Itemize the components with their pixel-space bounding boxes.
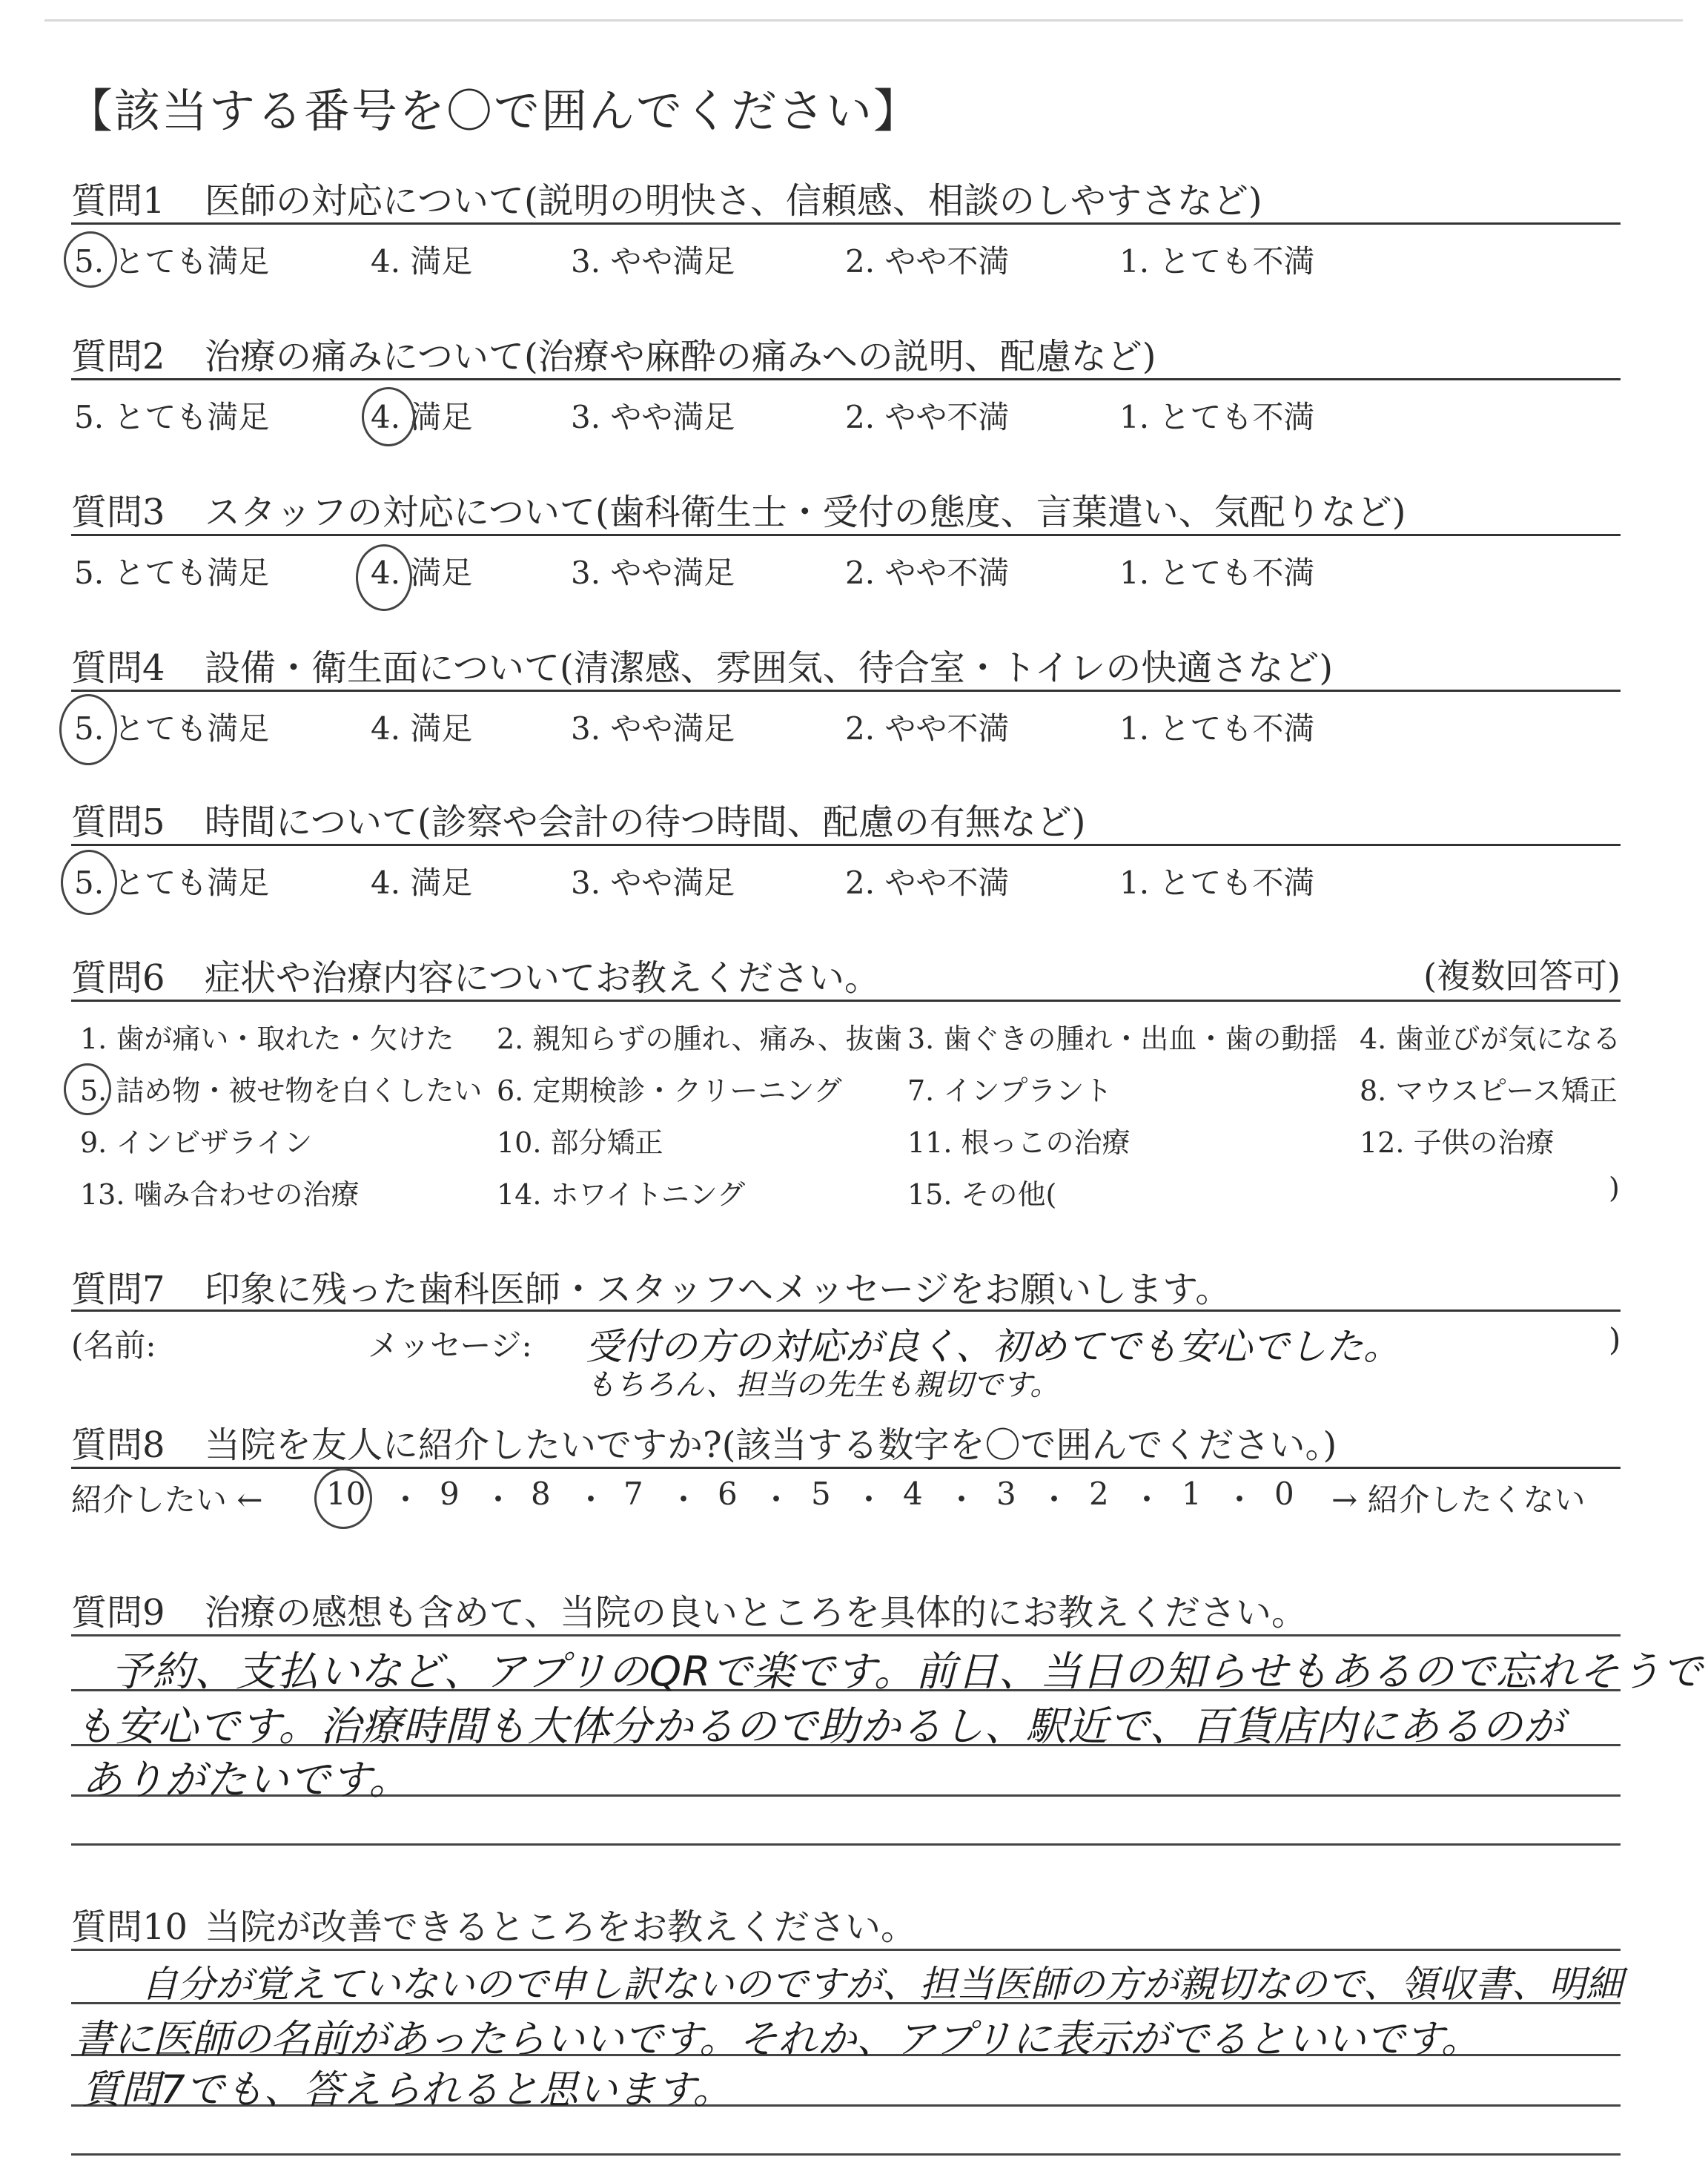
question-6-rule bbox=[71, 1000, 1621, 1002]
q8-dot: ・ bbox=[483, 1482, 514, 1518]
q6-item-7[interactable]: 7. インプラント bbox=[907, 1074, 1113, 1107]
question-10-number: 質問10 bbox=[71, 1906, 188, 1948]
q10-line-5 bbox=[71, 2153, 1621, 2156]
q6-item-8[interactable]: 8. マウスピース矯正 bbox=[1360, 1074, 1618, 1107]
question-2-number: 質問2 bbox=[71, 336, 165, 377]
q1-option-4[interactable]: 4. 満足 bbox=[371, 243, 473, 280]
q3-option-2[interactable]: 2. やや不満 bbox=[845, 555, 1010, 591]
q7-handwritten-message-line-1[interactable]: 受付の方の対応が良く、初めてでも安心でした。 bbox=[586, 1325, 1400, 1368]
q6-item-4[interactable]: 4. 歯並びが気になる bbox=[1360, 1023, 1621, 1055]
question-5-options bbox=[0, 859, 1708, 903]
question-3-number: 質問3 bbox=[71, 492, 165, 533]
q8-scale-6[interactable]: 6 bbox=[718, 1476, 738, 1512]
q4-option-4[interactable]: 4. 満足 bbox=[371, 710, 473, 747]
question-10-text: 当院が改善できるところをお教えください。 bbox=[205, 1906, 917, 1948]
question-4-rule bbox=[71, 690, 1621, 692]
question-5-text: 時間について(診察や会計の待つ時間、配慮の有無など) bbox=[205, 802, 1086, 843]
q8-dot: ・ bbox=[761, 1482, 792, 1518]
question-4-number: 質問4 bbox=[71, 647, 165, 689]
q8-dot: ・ bbox=[390, 1482, 422, 1518]
q8-dot: ・ bbox=[1224, 1482, 1256, 1518]
q6-other-close: ) bbox=[1609, 1172, 1620, 1204]
q3-option-4[interactable]: 4. 満足 bbox=[371, 555, 473, 591]
q5-option-4[interactable]: 4. 満足 bbox=[371, 865, 473, 901]
q2-selection-circle bbox=[362, 387, 415, 446]
q2-option-4[interactable]: 4. 満足 bbox=[371, 399, 473, 435]
question-8-number: 質問8 bbox=[71, 1424, 165, 1466]
question-2-options bbox=[0, 393, 1708, 437]
q8-scale-10[interactable]: 10 bbox=[326, 1476, 366, 1512]
question-8-rule bbox=[71, 1467, 1621, 1469]
q10-answer-line-1[interactable]: 自分が覚えていないので申し訳ないのですが、担当医師の方が親切なので、領収書、明細 bbox=[141, 1963, 1623, 2006]
q8-dot: ・ bbox=[1131, 1482, 1163, 1518]
q3-option-3[interactable]: 3. やや満足 bbox=[571, 555, 735, 591]
q5-option-2[interactable]: 2. やや不満 bbox=[845, 865, 1010, 901]
q7-name-label: (名前: bbox=[71, 1327, 156, 1364]
q5-option-5[interactable]: 5. とても満足 bbox=[74, 865, 270, 901]
q8-scale-9[interactable]: 9 bbox=[440, 1476, 460, 1512]
q9-answer-line-1[interactable]: 予約、支払いなど、アプリのQRで楽です。前日、当日の知らせもあるので忘れそうで bbox=[111, 1648, 1704, 1695]
q8-right-label: → 紹介したくない bbox=[1331, 1482, 1586, 1518]
q3-option-5[interactable]: 5. とても満足 bbox=[74, 555, 270, 591]
q3-option-1[interactable]: 1. とても不満 bbox=[1119, 555, 1315, 591]
q6-item-13[interactable]: 13. 噛み合わせの治療 bbox=[80, 1178, 360, 1211]
top-divider bbox=[44, 19, 1683, 22]
q7-close-paren: ) bbox=[1609, 1321, 1621, 1358]
q4-selection-circle bbox=[59, 694, 117, 765]
question-3-options bbox=[0, 549, 1708, 593]
q9-answer-line-2[interactable]: も安心です。治療時間も大体分かるので助かるし、駅近で、百貨店内にあるのが bbox=[74, 1702, 1565, 1750]
q6-item-2[interactable]: 2. 親知らずの腫れ、痛み、抜歯 bbox=[497, 1023, 902, 1055]
q8-scale-3[interactable]: 3 bbox=[996, 1476, 1016, 1512]
q1-option-2[interactable]: 2. やや不満 bbox=[845, 243, 1010, 280]
q8-dot: ・ bbox=[946, 1482, 978, 1518]
question-7-text: 印象に残った歯科医師・スタッフへメッセージをお願いします。 bbox=[205, 1269, 1231, 1310]
q5-option-1[interactable]: 1. とても不満 bbox=[1119, 865, 1315, 901]
question-10-heading bbox=[71, 1898, 916, 1949]
q4-option-3[interactable]: 3. やや満足 bbox=[571, 710, 735, 747]
q6-item-10[interactable]: 10. 部分矯正 bbox=[497, 1126, 663, 1159]
question-1-rule bbox=[71, 222, 1621, 225]
q8-scale-5[interactable]: 5 bbox=[811, 1476, 831, 1512]
question-7-heading bbox=[71, 1261, 1231, 1312]
q6-item-5[interactable]: 5. 詰め物・被せ物を白くしたい bbox=[80, 1074, 483, 1107]
q8-dot: ・ bbox=[668, 1482, 700, 1518]
q8-left-label: 紹介したい ← bbox=[71, 1482, 263, 1518]
question-7-rule bbox=[71, 1309, 1621, 1312]
q4-option-2[interactable]: 2. やや不満 bbox=[845, 710, 1010, 747]
question-8-heading bbox=[71, 1416, 1337, 1467]
q8-dot: ・ bbox=[853, 1482, 885, 1518]
q6-item-9[interactable]: 9. インビザライン bbox=[80, 1126, 313, 1159]
q9-answer-line-3[interactable]: ありがたいです。 bbox=[82, 1756, 411, 1803]
question-2-heading bbox=[71, 328, 1156, 379]
question-1-number: 質問1 bbox=[71, 180, 165, 222]
q6-item-1[interactable]: 1. 歯が痛い・取れた・欠けた bbox=[80, 1023, 454, 1055]
question-1-text: 医師の対応について(説明の明快さ、信頼感、相談のしやすさなど) bbox=[205, 180, 1262, 222]
q6-item-12[interactable]: 12. 子供の治療 bbox=[1360, 1126, 1555, 1159]
question-4-heading bbox=[71, 639, 1333, 690]
question-3-text: スタッフの対応について(歯科衛生士・受付の態度、言葉遣い、気配りなど) bbox=[205, 492, 1406, 533]
q2-option-5[interactable]: 5. とても満足 bbox=[74, 399, 270, 435]
q9-line-1 bbox=[71, 1634, 1621, 1636]
q8-scale-1[interactable]: 1 bbox=[1182, 1476, 1202, 1512]
q10-answer-line-2[interactable]: 書に医師の名前があったらいいです。それか、アプリに表示がでるといいです。 bbox=[74, 2017, 1480, 2062]
question-5-heading bbox=[71, 793, 1086, 845]
q6-item-3[interactable]: 3. 歯ぐきの腫れ・出血・歯の動揺 bbox=[907, 1023, 1338, 1055]
q7-message-label: メッセージ: bbox=[368, 1327, 532, 1364]
question-7-number: 質問7 bbox=[71, 1269, 165, 1310]
q1-option-3[interactable]: 3. やや満足 bbox=[571, 243, 735, 280]
q2-option-1[interactable]: 1. とても不満 bbox=[1119, 399, 1315, 435]
question-9-number: 質問9 bbox=[71, 1592, 165, 1634]
q6-item-15[interactable]: 15. その他( bbox=[907, 1178, 1057, 1211]
question-2-text: 治療の痛みについて(治療や麻酔の痛みへの説明、配慮など) bbox=[205, 336, 1156, 377]
question-6-number: 質問6 bbox=[71, 957, 165, 999]
question-9-heading bbox=[71, 1584, 1307, 1635]
question-3-rule bbox=[71, 534, 1621, 536]
q1-selection-circle bbox=[64, 231, 117, 288]
q4-option-1[interactable]: 1. とても不満 bbox=[1119, 710, 1315, 747]
q8-scale-2[interactable]: 2 bbox=[1089, 1476, 1109, 1512]
q1-option-5[interactable]: 5. とても満足 bbox=[74, 243, 270, 280]
q6-item-14[interactable]: 14. ホワイトニング bbox=[497, 1178, 746, 1211]
question-6-heading bbox=[71, 949, 880, 1000]
q8-scale-0[interactable]: 0 bbox=[1274, 1476, 1294, 1512]
form-title: 【該当する番号を〇で囲んでください】 bbox=[67, 84, 921, 138]
q6-item-6[interactable]: 6. 定期検診・クリーニング bbox=[497, 1074, 842, 1107]
q5-option-3[interactable]: 3. やや満足 bbox=[571, 865, 735, 901]
question-4-text: 設備・衛生面について(清潔感、雰囲気、待合室・トイレの快適さなど) bbox=[205, 647, 1334, 689]
q7-handwritten-message-line-2[interactable]: もちろん、担当の先生も親切です。 bbox=[586, 1368, 1060, 1402]
q8-dot: ・ bbox=[1039, 1482, 1070, 1518]
q9-line-5 bbox=[71, 1843, 1621, 1846]
q8-scale-7[interactable]: 7 bbox=[623, 1476, 643, 1512]
q8-selection-circle bbox=[314, 1468, 372, 1529]
q3-selection-circle bbox=[356, 544, 412, 611]
q10-line-1 bbox=[71, 1949, 1621, 1951]
question-9-text: 治療の感想も含めて、当院の良いところを具体的にお教えください。 bbox=[205, 1592, 1308, 1634]
multiple-answers-note: (複数回答可) bbox=[1423, 956, 1621, 996]
q8-dot: ・ bbox=[575, 1482, 607, 1518]
question-2-rule bbox=[71, 378, 1621, 380]
question-5-rule bbox=[71, 844, 1621, 846]
question-1-heading bbox=[71, 172, 1262, 223]
question-1-options bbox=[0, 237, 1708, 282]
question-4-options bbox=[0, 704, 1708, 749]
q1-option-1[interactable]: 1. とても不満 bbox=[1119, 243, 1315, 280]
question-3-heading bbox=[71, 483, 1406, 535]
question-8-text: 当院を友人に紹介したいですか?(該当する数字を〇で囲んでください。) bbox=[205, 1424, 1337, 1466]
q8-recommend-scale bbox=[71, 1476, 1621, 1520]
q2-option-2[interactable]: 2. やや不満 bbox=[845, 399, 1010, 435]
question-5-number: 質問5 bbox=[71, 802, 165, 843]
q8-scale-8[interactable]: 8 bbox=[531, 1476, 551, 1512]
q8-scale-4[interactable]: 4 bbox=[903, 1476, 923, 1512]
q2-option-3[interactable]: 3. やや満足 bbox=[571, 399, 735, 435]
q10-answer-line-3[interactable]: 質問7でも、答えられると思います。 bbox=[82, 2067, 732, 2113]
q6-selection-circle bbox=[64, 1063, 111, 1115]
q4-option-5[interactable]: 5. とても満足 bbox=[74, 710, 270, 747]
q6-item-11[interactable]: 11. 根っこの治療 bbox=[907, 1126, 1131, 1159]
q5-selection-circle bbox=[61, 850, 117, 915]
question-6-text: 症状や治療内容についてお教えください。 bbox=[205, 957, 881, 999]
